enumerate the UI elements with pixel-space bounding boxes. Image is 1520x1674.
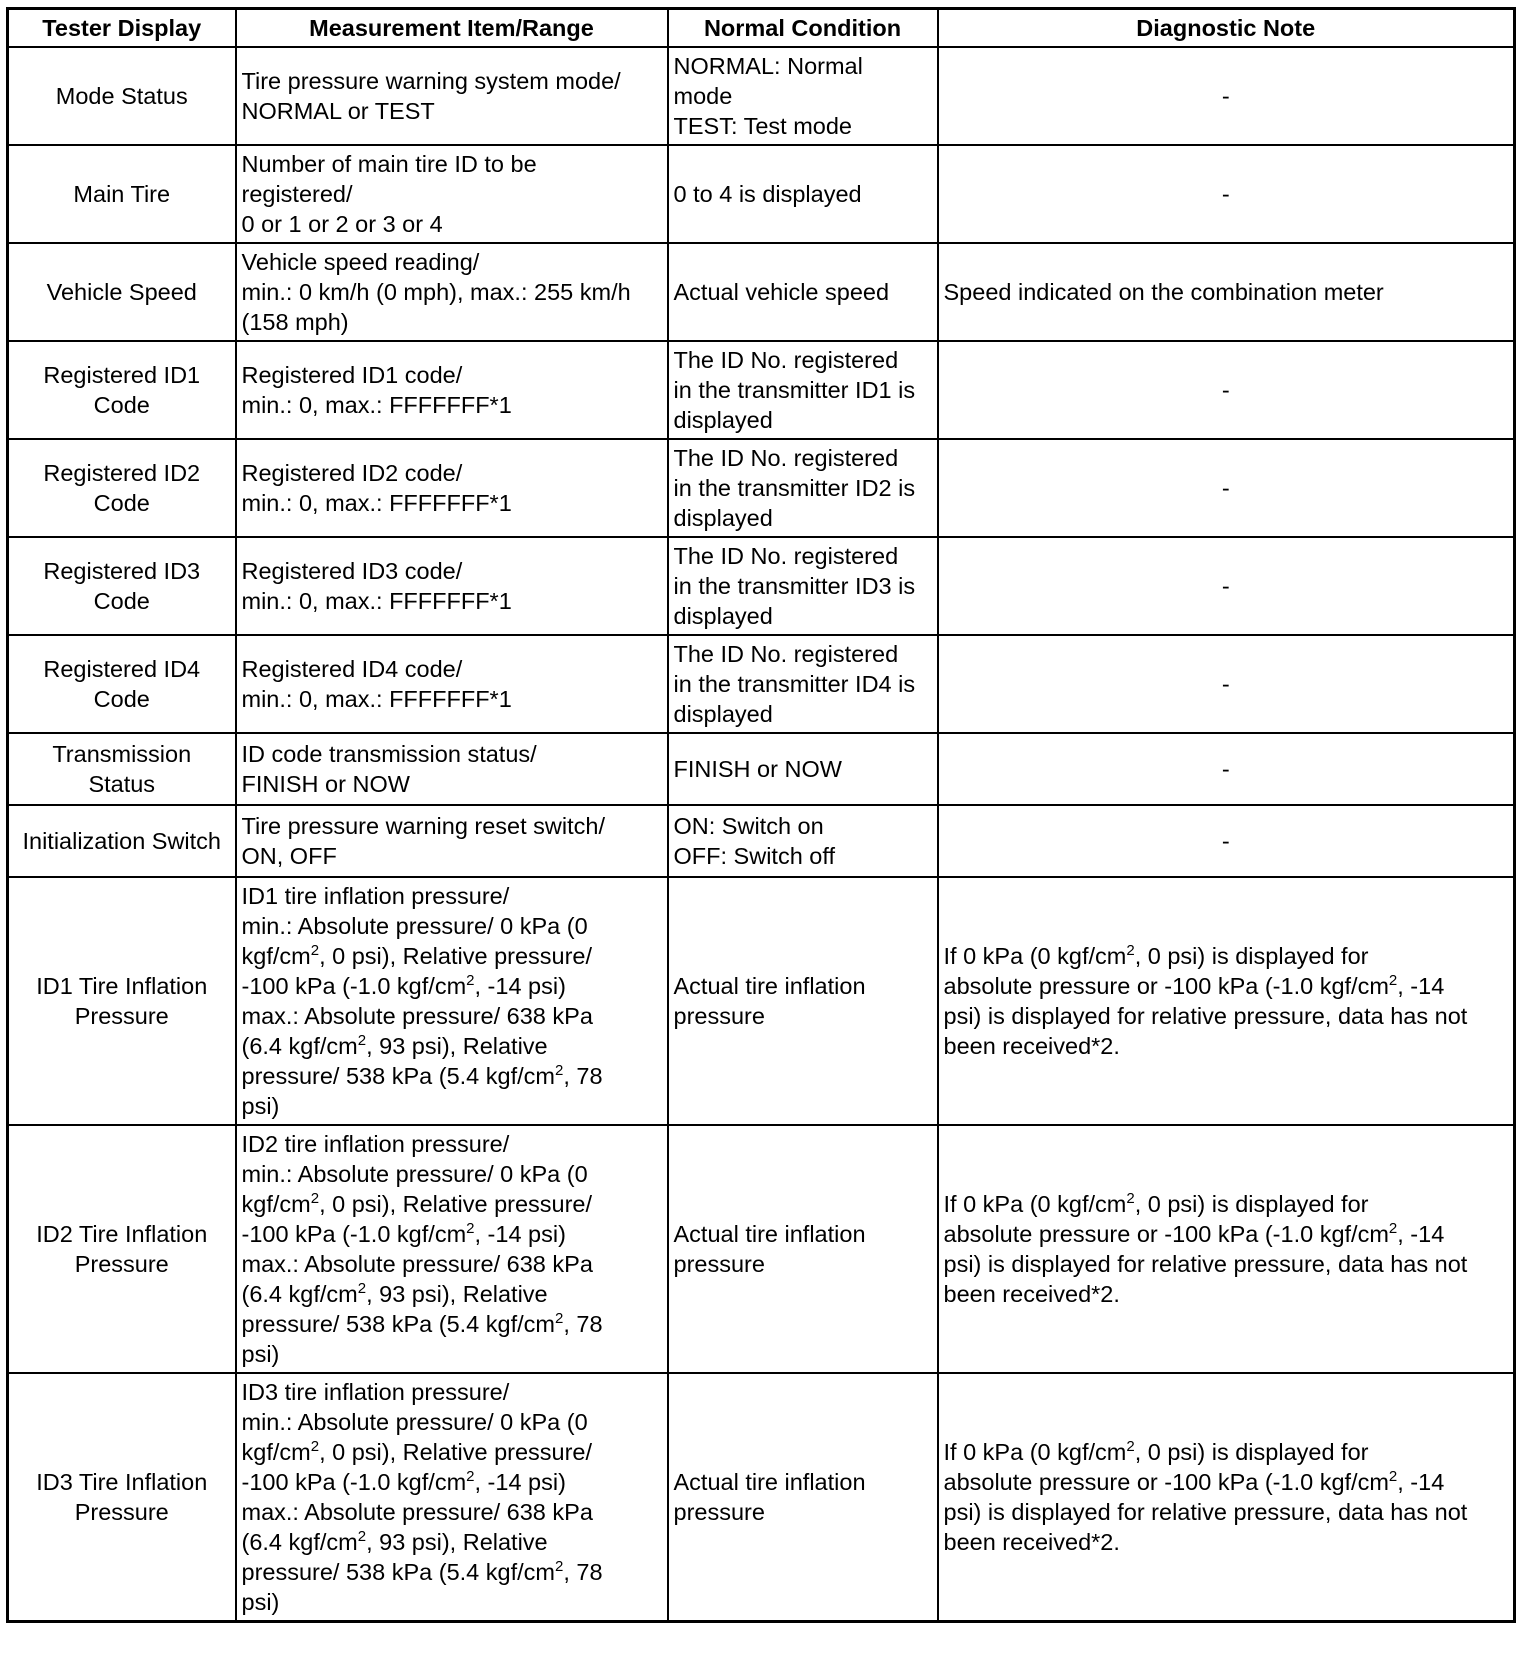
normal-condition-cell: Actual tire inflation pressure [668, 877, 938, 1125]
normal-condition-cell: The ID No. registered in the transmitter ID4 is displayed [668, 635, 938, 733]
tester-display-cell: Registered ID1 Code [8, 341, 236, 439]
diagnostic-note-cell: - [938, 733, 1515, 805]
diagnostic-note-cell: - [938, 47, 1515, 145]
diagnostic-note-cell: If 0 kPa (0 kgf/$cm^2$, 0 psi) is displayed for absolute pressure or -100 kPa (-1.0 kgf/$cm^2$, -14 psi) is displayed for relative pressure, data has not been received*2. [938, 1125, 1515, 1373]
table-row [8, 145, 1515, 243]
diagnostic-note-cell: - [938, 145, 1515, 243]
diagnostic-note-cell: - [938, 635, 1515, 733]
header-row [8, 9, 1515, 48]
normal-condition-cell: Actual vehicle speed [668, 243, 938, 341]
measurement-cell: Tire pressure warning system mode/ NORMAL or TEST [236, 47, 668, 145]
tester-display-cell: ID1 Tire Inflation Pressure [8, 877, 236, 1125]
table-row [8, 537, 1515, 635]
tester-display-cell: Registered ID4 Code [8, 635, 236, 733]
normal-condition-cell: ON: Switch on OFF: Switch off [668, 805, 938, 877]
diagnostic-note-cell: Speed indicated on the combination meter [938, 243, 1515, 341]
table-row [8, 439, 1515, 537]
normal-condition-cell: Actual tire inflation pressure [668, 1125, 938, 1373]
measurement-cell: ID2 tire inflation pressure/ min.: Absolute pressure/ 0 kPa (0 kgf/$cm^2$, 0 psi), Relative pressure/ -100 kPa (-1.0 kgf/$cm^2$, -14 psi) max.: Absolute pressure/ 638 kPa (6.4 kgf/$cm^2$, 93 psi), Relative pressure/ 538 kPa (5.4 kgf/$cm^2$, 78 psi) [236, 1125, 668, 1373]
table-row [8, 1125, 1515, 1373]
table-row [8, 47, 1515, 145]
header-tester-display: Tester Display [8, 9, 236, 48]
tester-data-table [6, 7, 1516, 1623]
table-row [8, 877, 1515, 1125]
tester-display-cell: ID2 Tire Inflation Pressure [8, 1125, 236, 1373]
header-measurement: Measurement Item/Range [236, 9, 668, 48]
diagnostic-note-cell: If 0 kPa (0 kgf/$cm^2$, 0 psi) is displayed for absolute pressure or -100 kPa (-1.0 kgf/$cm^2$, -14 psi) is displayed for relative pressure, data has not been received*2. [938, 1373, 1515, 1622]
table-row [8, 341, 1515, 439]
normal-condition-cell: FINISH or NOW [668, 733, 938, 805]
table-row [8, 1373, 1515, 1622]
tester-display-cell: Transmission Status [8, 733, 236, 805]
measurement-cell: Registered ID2 code/ min.: 0, max.: FFFFFFF*1 [236, 439, 668, 537]
tester-display-cell: ID3 Tire Inflation Pressure [8, 1373, 236, 1622]
normal-condition-cell: NORMAL: Normal mode TEST: Test mode [668, 47, 938, 145]
table-row [8, 243, 1515, 341]
diagnostic-note-cell: - [938, 537, 1515, 635]
measurement-cell: ID code transmission status/ FINISH or NOW [236, 733, 668, 805]
table-row [8, 805, 1515, 877]
data-list-sheet [6, 7, 1513, 1623]
measurement-cell: Registered ID3 code/ min.: 0, max.: FFFFFFF*1 [236, 537, 668, 635]
measurement-cell: ID3 tire inflation pressure/ min.: Absolute pressure/ 0 kPa (0 kgf/$cm^2$, 0 psi), Relative pressure/ -100 kPa (-1.0 kgf/$cm^2$, -14 psi) max.: Absolute pressure/ 638 kPa (6.4 kgf/$cm^2$, 93 psi), Relative pressure/ 538 kPa (5.4 kgf/$cm^2$, 78 psi) [236, 1373, 668, 1622]
normal-condition-cell: The ID No. registered in the transmitter ID1 is displayed [668, 341, 938, 439]
table-row [8, 733, 1515, 805]
header-normal-condition: Normal Condition [668, 9, 938, 48]
tester-display-cell: Registered ID3 Code [8, 537, 236, 635]
diagnostic-note-cell: - [938, 341, 1515, 439]
diagnostic-note-cell: - [938, 439, 1515, 537]
measurement-cell: Tire pressure warning reset switch/ ON, OFF [236, 805, 668, 877]
tester-display-cell: Vehicle Speed [8, 243, 236, 341]
tester-display-cell: Main Tire [8, 145, 236, 243]
header-diagnostic-note: Diagnostic Note [938, 9, 1515, 48]
table-row [8, 635, 1515, 733]
normal-condition-cell: The ID No. registered in the transmitter ID3 is displayed [668, 537, 938, 635]
measurement-cell: Vehicle speed reading/ min.: 0 km/h (0 mph), max.: 255 km/h (158 mph) [236, 243, 668, 341]
measurement-cell: Registered ID4 code/ min.: 0, max.: FFFFFFF*1 [236, 635, 668, 733]
tester-display-cell: Mode Status [8, 47, 236, 145]
normal-condition-cell: Actual tire inflation pressure [668, 1373, 938, 1622]
normal-condition-cell: The ID No. registered in the transmitter ID2 is displayed [668, 439, 938, 537]
diagnostic-note-cell: If 0 kPa (0 kgf/$cm^2$, 0 psi) is displayed for absolute pressure or -100 kPa (-1.0 kgf/$cm^2$, -14 psi) is displayed for relative pressure, data has not been received*2. [938, 877, 1515, 1125]
measurement-cell: ID1 tire inflation pressure/ min.: Absolute pressure/ 0 kPa (0 kgf/$cm^2$, 0 psi), Relative pressure/ -100 kPa (-1.0 kgf/$cm^2$, -14 psi) max.: Absolute pressure/ 638 kPa (6.4 kgf/$cm^2$, 93 psi), Relative pressure/ 538 kPa (5.4 kgf/$cm^2$, 78 psi) [236, 877, 668, 1125]
diagnostic-note-cell: - [938, 805, 1515, 877]
measurement-cell: Number of main tire ID to be registered/ 0 or 1 or 2 or 3 or 4 [236, 145, 668, 243]
tester-display-cell: Registered ID2 Code [8, 439, 236, 537]
tester-display-cell: Initialization Switch [8, 805, 236, 877]
normal-condition-cell: 0 to 4 is displayed [668, 145, 938, 243]
measurement-cell: Registered ID1 code/ min.: 0, max.: FFFFFFF*1 [236, 341, 668, 439]
